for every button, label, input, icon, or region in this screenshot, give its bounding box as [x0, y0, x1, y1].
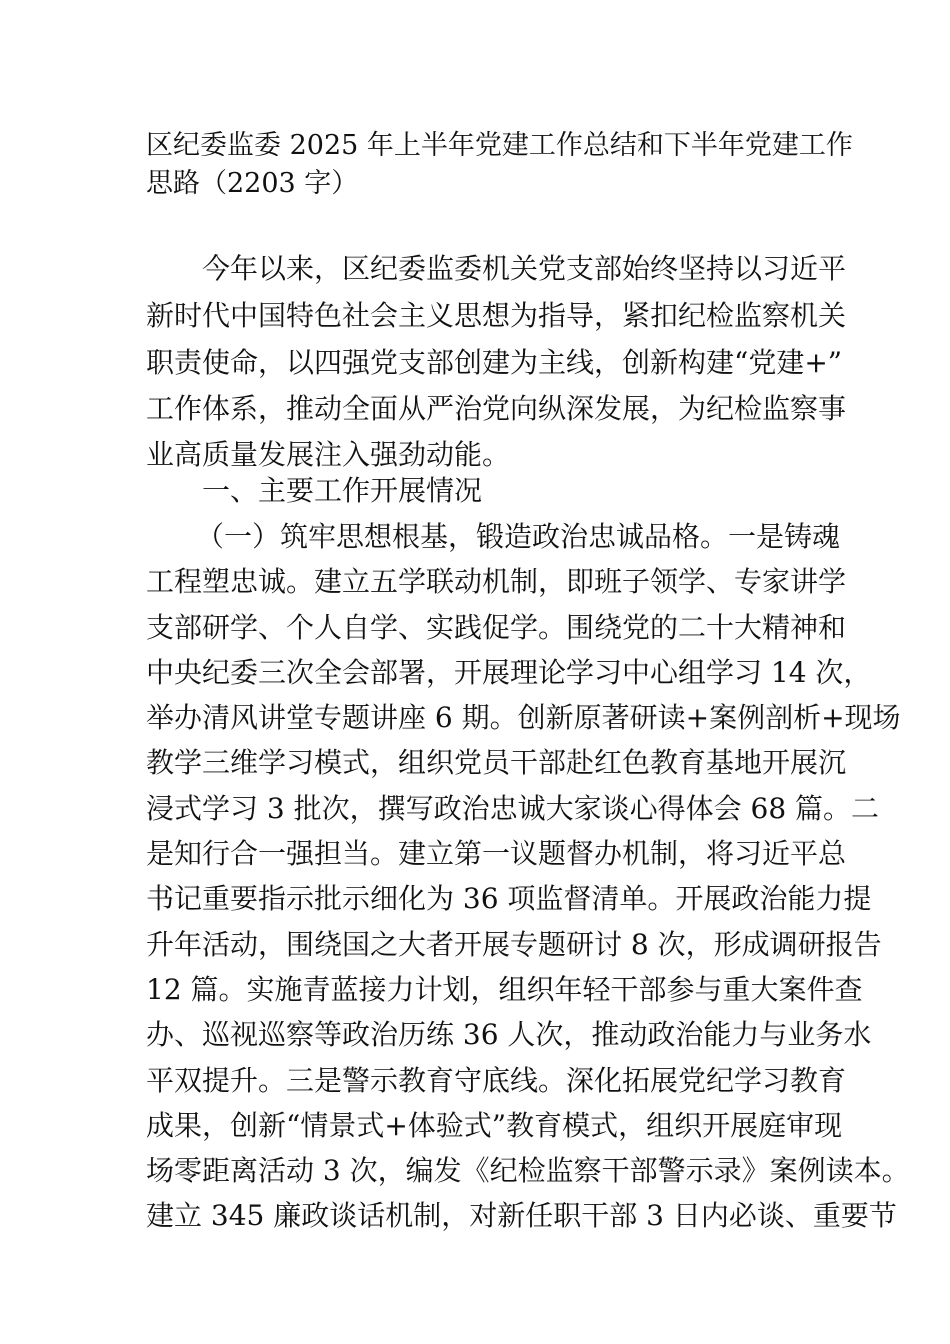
- body-paragraph-line: 教学三维学习模式，组织党员干部赴红色教育基地开展沉: [146, 746, 847, 779]
- body-paragraph-line: 成果，创新“情景式+体验式”教育模式，组织开展庭审现: [146, 1109, 843, 1142]
- body-paragraph-line: 工程塑忠诚。建立五学联动机制，即班子领学、专家讲学: [146, 565, 847, 598]
- section-heading: 一、主要工作开展情况: [202, 474, 483, 507]
- intro-paragraph-line: 业高质量发展注入强劲动能。: [146, 438, 511, 471]
- body-paragraph-line: 升年活动，围绕国之大者开展专题研讨 8 次，形成调研报告: [146, 928, 882, 961]
- body-paragraph-line: 支部研学、个人自学、实践促学。围绕党的二十大精神和: [146, 611, 847, 644]
- intro-paragraph-line: 职责使命，以四强党支部创建为主线，创新构建“党建+”: [146, 346, 843, 379]
- body-paragraph-line: 建立 345 廉政谈话机制，对新任职干部 3 日内必谈、重要节: [146, 1199, 897, 1232]
- body-paragraph-line: （一）筑牢思想根基，锻造政治忠诚品格。一是铸魂: [196, 520, 841, 553]
- intro-paragraph-line: 新时代中国特色社会主义思想为指导，紧扣纪检监察机关: [146, 299, 847, 332]
- document-title-line-1: 区纪委监委 2025 年上半年党建工作总结和下半年党建工作: [146, 130, 853, 161]
- body-paragraph-line: 平双提升。三是警示教育守底线。深化拓展党纪学习教育: [146, 1064, 847, 1097]
- body-paragraph-line: 举办清风讲堂专题讲座 6 期。创新原著研读+案例剖析+现场: [146, 701, 901, 734]
- body-paragraph-line: 中央纪委三次全会部署，开展理论学习中心组学习 14 次，: [146, 656, 872, 689]
- body-paragraph-line: 办、巡视巡察等政治历练 36 人次，推动政治能力与业务水: [146, 1018, 872, 1051]
- body-paragraph-line: 浸式学习 3 批次，撰写政治忠诚大家谈心得体会 68 篇。二: [146, 792, 880, 825]
- body-paragraph-line: 12 篇。实施青蓝接力计划，组织年轻干部参与重大案件查: [146, 973, 863, 1006]
- body-paragraph-line: 书记重要指示批示细化为 36 项监督清单。开展政治能力提: [146, 882, 872, 915]
- document-title-line-2: 思路（2203 字）: [146, 168, 359, 199]
- body-paragraph-line: 是知行合一强担当。建立第一议题督办机制，将习近平总: [146, 837, 847, 870]
- intro-paragraph-line: 工作体系，推动全面从严治党向纵深发展，为纪检监察事: [146, 392, 847, 425]
- intro-paragraph-line: 今年以来，区纪委监委机关党支部始终坚持以习近平: [202, 252, 847, 285]
- body-paragraph-line: 场零距离活动 3 次，编发《纪检监察干部警示录》案例读本。: [146, 1154, 910, 1187]
